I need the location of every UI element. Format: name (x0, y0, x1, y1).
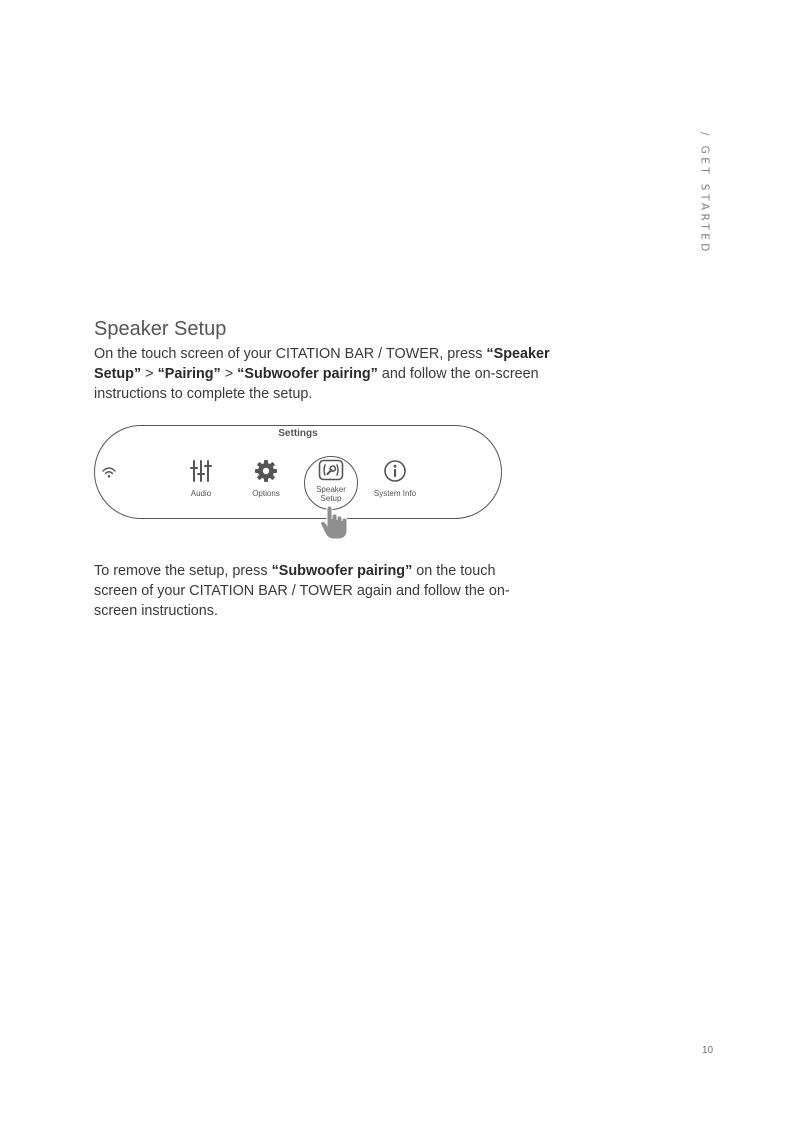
settings-panel-illustration (94, 425, 502, 519)
page-number: 10 (702, 1045, 714, 1056)
wrench-speaker-icon (318, 459, 344, 481)
info-icon (383, 459, 407, 483)
settings-item-speaker-setup (301, 459, 361, 503)
intro-bold-speaker-setup: “Speaker Setup” (94, 346, 550, 382)
removal-bold-subwoofer-pairing: “Subwoofer pairing” (271, 563, 413, 579)
removal-text-1: To remove the setup, press (94, 563, 272, 579)
intro-bold-pairing: “Pairing” (157, 366, 221, 382)
intro-text-3: > (220, 366, 238, 382)
removal-paragraph (94, 561, 534, 621)
settings-item-options-label: Options (252, 489, 280, 498)
equalizer-sliders-icon (190, 459, 212, 483)
settings-item-speaker-setup-label: Speaker Setup (316, 485, 346, 503)
intro-bold-subwoofer-pairing: “Subwoofer pairing” (237, 366, 378, 382)
section-side-label: / GET STARTED (698, 132, 711, 255)
settings-item-options (236, 459, 296, 498)
removal-text-2: on the touch screen of your CITATION BAR / TOWER again and follow the on-screen instructions. (94, 563, 510, 619)
wifi-icon (101, 465, 117, 479)
settings-panel-title: Settings (278, 428, 318, 439)
intro-text-1: On the touch screen of your CITATION BAR / TOWER, press (94, 346, 487, 362)
settings-item-system-info-label: System Info (373, 489, 417, 498)
hand-pointer-icon (318, 505, 352, 541)
intro-text-2: > (141, 366, 158, 382)
intro-paragraph (94, 344, 564, 404)
gear-icon (254, 459, 278, 483)
settings-item-system-info (365, 459, 425, 498)
settings-item-audio-label: Audio (190, 489, 212, 498)
section-heading: Speaker Setup (94, 318, 227, 340)
settings-item-audio (171, 459, 231, 498)
intro-text-4: and follow the on-screen instructions to complete the setup. (94, 366, 539, 402)
